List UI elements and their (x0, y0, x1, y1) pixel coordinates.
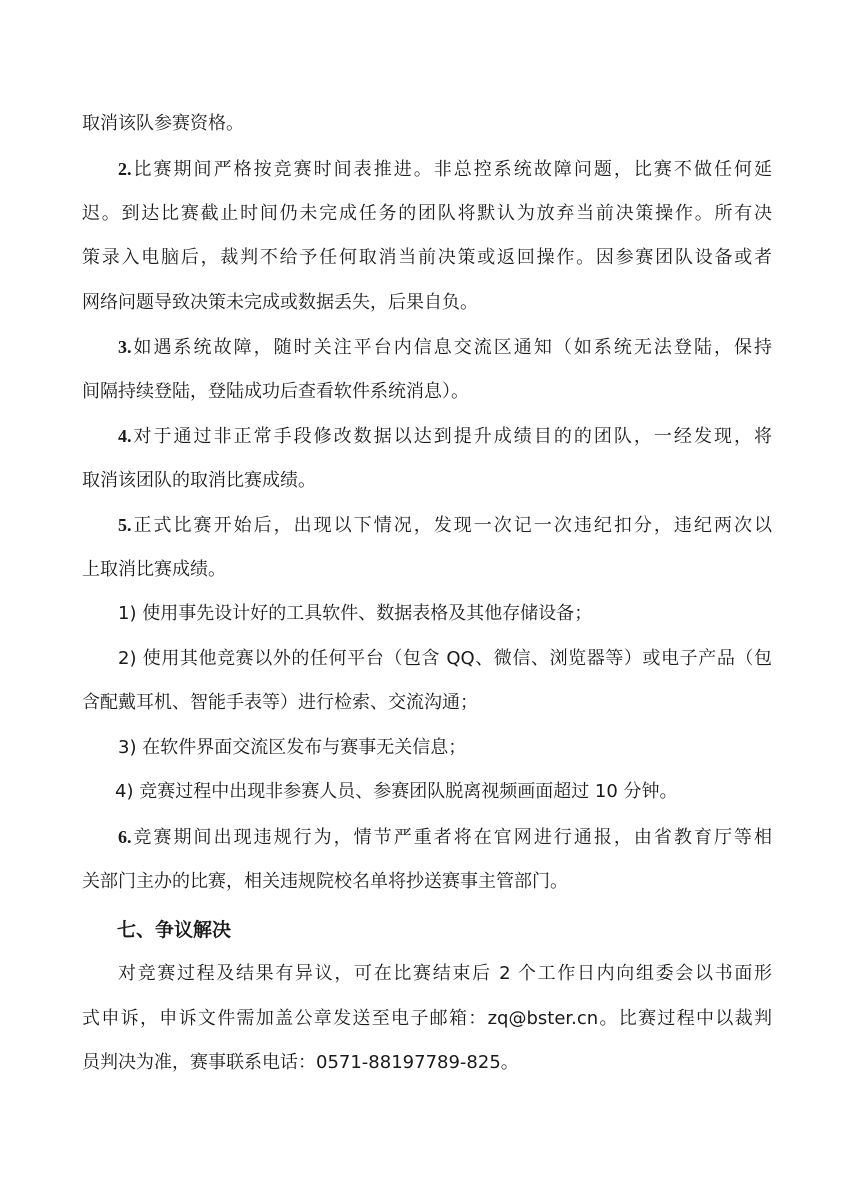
text-line: 迟。到达比赛截止时间仍未完成任务的团队将默认为放弃当前决策操作。所有决 (82, 202, 772, 224)
item-number: 4. (118, 426, 132, 446)
paragraph-dispute (82, 952, 772, 1086)
sub-item-2: 2) 使用其他竞赛以外的任何平台（包含 QQ、微信、浏览器等）或电子产品（包 (118, 647, 772, 669)
text-line: 含配戴耳机、智能手表等）进行检索、交流沟通； (82, 692, 478, 713)
sub-item-1: 1) 使用事先设计好的工具软件、数据表格及其他存储设备； (118, 603, 593, 624)
paragraph-item-3 (82, 325, 772, 414)
text-line: 上取消比赛成绩。 (82, 558, 226, 580)
text-line: 取消该团队的取消比赛成绩。 (82, 469, 316, 491)
paragraph-item-2 (82, 147, 772, 325)
text-line (82, 503, 772, 548)
sub-item-4: 4) 竞赛过程中出现非参赛人员、参赛团队脱离视频画面超过 10 分钟。 (115, 781, 678, 802)
text-line: 式申诉，申诉文件需加盖公章发送至电子邮箱：zq@bster.cn。比赛过程中以裁判 (82, 1007, 772, 1029)
item-number: 5. (118, 515, 132, 535)
paragraph-item-5 (82, 503, 772, 815)
sub-item-3: 3) 在软件界面交流区发布与赛事无关信息； (118, 736, 467, 758)
text-line: 对竞赛过程及结果有异议，可在比赛结束后 2 个工作日内向组委会以书面形 (118, 963, 772, 984)
text-segment: 比赛期间严格按竞赛时间表推进。非总控系统故障问题，比赛不做任何延 (131, 159, 772, 180)
text-line: 策录入电脑后，裁判不给予任何取消当前决策或返回操作。因参赛团队设备或者 (82, 247, 772, 268)
item-number: 2. (118, 159, 132, 179)
paragraph-item-4 (82, 414, 772, 503)
text-line (82, 147, 772, 192)
text-segment: 对于通过非正常手段修改数据以达到提升成绩目的的团队，一经发现，将 (131, 426, 772, 447)
text-segment: 竞赛期间出现违规行为，情节严重者将在官网进行通报，由省教育厅等相 (131, 827, 772, 848)
text-line (82, 815, 772, 860)
text-line: 关部门主办的比赛，相关违规院校名单将抄送赛事主管部门。 (82, 870, 568, 892)
section-heading: 七、争议解决 (117, 919, 232, 941)
text-line (82, 325, 772, 370)
text-line: 间隔持续登陆，登陆成功后查看软件系统消息）。 (82, 380, 469, 402)
item-number: 6. (118, 827, 132, 847)
text-line: 员判决为准，赛事联系电话：0571-88197789-825。 (82, 1052, 519, 1073)
item-number: 3. (118, 337, 132, 357)
text-line: 取消该队参赛资格。 (82, 113, 244, 134)
text-line: 网络问题导致决策未完成或数据丢失，后果自负。 (82, 291, 478, 313)
text-segment: 正式比赛开始后，出现以下情况，发现一次记一次违纪扣分，违纪两次以 (131, 515, 772, 536)
text-segment: 如遇系统故障，随时关注平台内信息交流区通知（如系统无法登陆，保持 (131, 337, 772, 358)
text-line (82, 414, 772, 459)
paragraph-item-6 (82, 815, 772, 904)
paragraph-1-end (82, 102, 772, 147)
